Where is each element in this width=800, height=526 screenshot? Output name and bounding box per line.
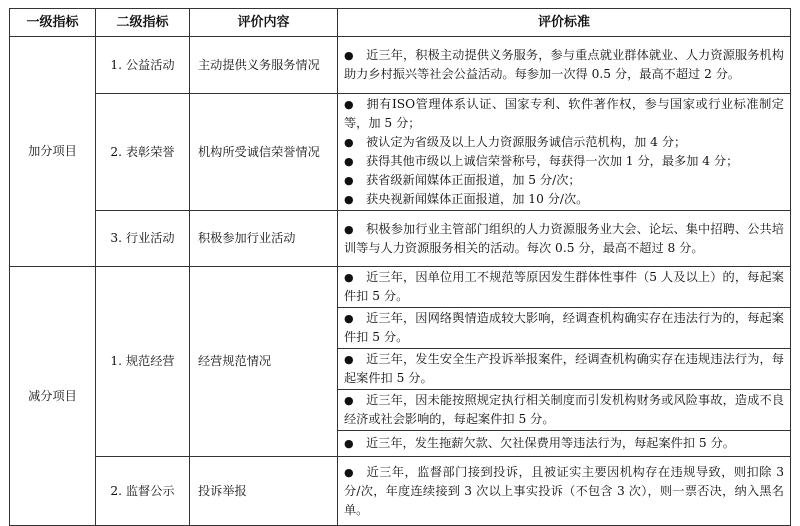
criteria-cell — [338, 211, 791, 267]
content-cell: 经营规范情况 — [190, 267, 338, 457]
header-row — [10, 9, 791, 37]
bullet-icon: ● — [344, 222, 354, 236]
table-row — [10, 267, 791, 308]
level2-cell: 2. 表彰荣誉 — [96, 94, 190, 211]
header-level1: 一级指标 — [10, 9, 96, 37]
criteria-cell — [338, 431, 791, 457]
bullet-icon: ● — [344, 394, 354, 407]
criteria-item: ● 近三年，因未能按照规定执行相关制度而引发机构财务或风险事故，造成不良经济或社会影响的，每起案件扣 5 分。 — [344, 393, 784, 426]
header-level2: 二级指标 — [96, 9, 190, 37]
criteria-item: ● 积极参加行业主管部门组织的人力资源服务业大会、论坛、集中招聘、公共培训等与人力资源服务相关的活动。每次 0.5 分，最高不超过 8 分。 — [344, 221, 784, 255]
level1-deduction: 减分项目 — [10, 267, 96, 526]
bullet-icon: ● — [344, 174, 354, 187]
criteria-cell — [338, 94, 791, 211]
bullet-icon: ● — [344, 98, 354, 111]
header-criteria: 评价标准 — [338, 9, 791, 37]
criteria-item: ● 近三年，监督部门接到投诉，且被证实主要因机构存在违规导致，则扣除 3 分/次，年度连续接到 3 次以上事实投诉（不包含 3 次），则一票否决，纳入黑名单。 — [344, 464, 784, 517]
bullet-icon: ● — [344, 353, 354, 366]
content-cell: 积极参加行业活动 — [190, 211, 338, 267]
level2-cell: 1. 规范经营 — [96, 267, 190, 457]
evaluation-table — [9, 8, 791, 526]
criteria-cell — [338, 349, 791, 390]
criteria-cell — [338, 390, 791, 431]
level2-cell: 2. 监督公示 — [96, 457, 190, 526]
criteria-item: ● 获省级新闻媒体正面报道，加 5 分/次； — [344, 171, 784, 190]
criteria-item: ● 被认定为省级及以上人力资源服务诚信示范机构，加 4 分； — [344, 133, 784, 152]
bullet-icon: ● — [344, 193, 354, 206]
bullet-icon: ● — [344, 465, 354, 479]
bullet-icon: ● — [344, 155, 354, 168]
criteria-cell — [338, 37, 791, 94]
criteria-item: ● 获央视新闻媒体正面报道，加 10 分/次。 — [344, 190, 784, 209]
bullet-icon: ● — [344, 49, 354, 62]
content-cell: 投诉举报 — [190, 457, 338, 526]
criteria-item: ● 获得其他市级以上诚信荣誉称号，每获得一次加 1 分，最多加 4 分； — [344, 152, 784, 171]
header-content: 评价内容 — [190, 9, 338, 37]
bullet-icon: ● — [344, 437, 354, 450]
criteria-cell — [338, 267, 791, 308]
level1-bonus: 加分项目 — [10, 37, 96, 267]
bullet-icon: ● — [344, 136, 354, 149]
criteria-item: ● 近三年，因单位用工不规范等原因发生群体性事件（5 人及以上）的，每起案件扣 5 分。 — [344, 270, 784, 303]
criteria-cell — [338, 457, 791, 526]
content-cell: 机构所受诚信荣誉情况 — [190, 94, 338, 211]
criteria-item: ● 拥有ISO管理体系认证、国家专利、软件著作权，参与国家或行业标准制定等，加 5 分； — [344, 97, 784, 130]
criteria-item: ● 近三年，因网络舆情造成较大影响，经调查机构确实存在违法行为的，每起案件扣 5 分。 — [344, 311, 784, 344]
bullet-icon: ● — [344, 271, 354, 284]
bullet-icon: ● — [344, 312, 354, 325]
level2-cell: 1. 公益活动 — [96, 37, 190, 94]
level2-cell: 3. 行业活动 — [96, 211, 190, 267]
table-row — [10, 37, 791, 94]
table-row — [10, 94, 791, 211]
criteria-item: ● 近三年，积极主动提供义务服务，参与重点就业群体就业、人力资源服务机构助力乡村振兴等社会公益活动。每参加一次得 0.5 分，最高不超过 2 分。 — [344, 48, 784, 81]
criteria-item: ● 近三年，发生安全生产投诉举报案件，经调查机构确实存在违规违法行为，每起案件扣 5 分。 — [344, 352, 784, 385]
table-row — [10, 211, 791, 267]
table-row — [10, 457, 791, 526]
content-cell: 主动提供义务服务情况 — [190, 37, 338, 94]
criteria-cell — [338, 308, 791, 349]
criteria-item: ● 近三年，发生拖薪欠款、欠社保费用等违法行为，每起案件扣 5 分。 — [344, 434, 784, 453]
